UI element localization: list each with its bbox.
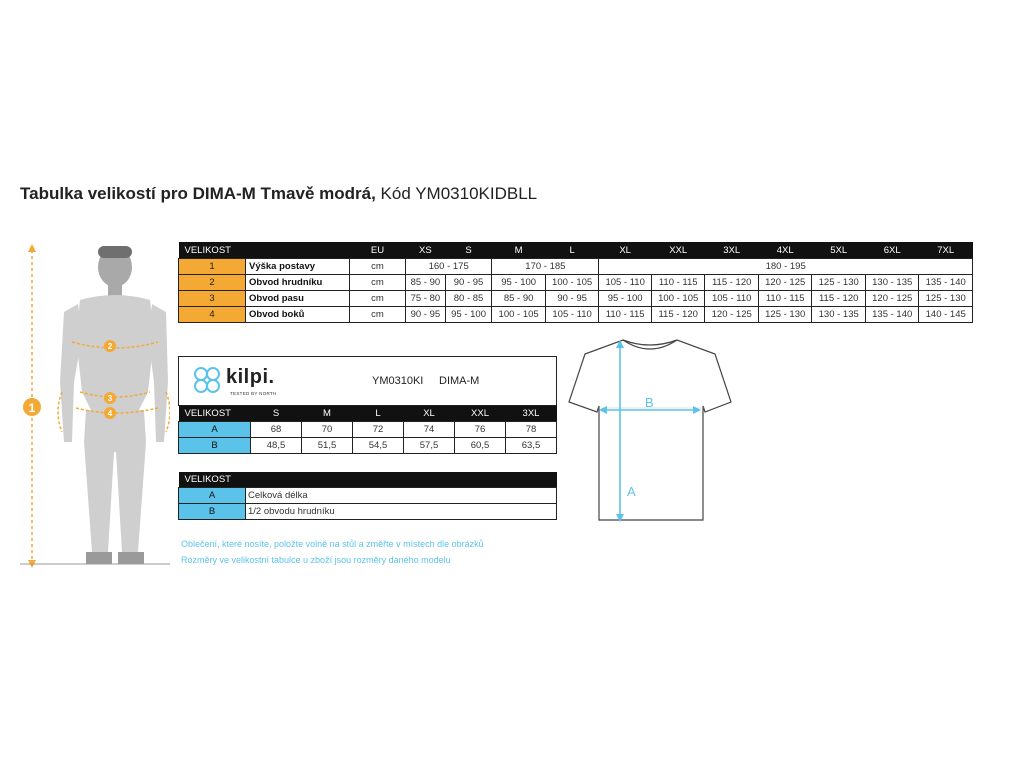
table-row (179, 504, 557, 520)
value-cell: 130 - 135 (812, 307, 866, 323)
header-cell: VELIKOST (179, 242, 350, 259)
value-cell: 105 - 110 (705, 291, 759, 307)
product-code: YM0310KI (372, 375, 424, 387)
row-label: Obvod pasu (246, 291, 350, 307)
value-cell: 110 - 115 (758, 291, 812, 307)
value-cell: 48,5 (251, 438, 302, 454)
header-cell: 3XL (506, 406, 557, 422)
row-description: Celková délka (246, 488, 557, 504)
marker-1 (23, 398, 41, 416)
body-measurement-figure (20, 242, 170, 572)
row-label: Obvod hrudníku (246, 275, 350, 291)
measuring-note: Oblečení, které nosíte, položte volně na stůl a změřte v místech dle obrázků (181, 539, 484, 549)
value-cell: 135 - 140 (865, 307, 919, 323)
value-cell: 120 - 125 (705, 307, 759, 323)
marker-4 (104, 407, 116, 419)
marker-3 (104, 392, 116, 404)
svg-text:2: 2 (107, 342, 113, 351)
model-size-table (178, 406, 557, 454)
value-cell: 110 - 115 (651, 275, 705, 291)
svg-text:3: 3 (107, 394, 113, 403)
header-cell: VELIKOST (179, 472, 557, 488)
value-cell: 160 - 175 (406, 259, 492, 275)
header-cell: S (251, 406, 302, 422)
table-row (179, 488, 557, 504)
svg-text:1: 1 (28, 401, 36, 415)
svg-text:4: 4 (107, 409, 113, 418)
row-letter: B (179, 438, 251, 454)
header-cell: VELIKOST (179, 406, 251, 422)
value-cell: 57,5 (404, 438, 455, 454)
header-cell: EU (350, 242, 406, 259)
value-cell: 90 - 95 (545, 291, 599, 307)
header-cell: 6XL (865, 242, 919, 259)
row-number: 3 (179, 291, 246, 307)
header-cell: M (492, 242, 546, 259)
value-cell: 68 (251, 422, 302, 438)
value-cell: 63,5 (506, 438, 557, 454)
header-cell: 7XL (919, 242, 973, 259)
unit-cell: cm (350, 291, 406, 307)
value-cell: 115 - 120 (812, 291, 866, 307)
value-cell: 74 (404, 422, 455, 438)
table-row (179, 307, 973, 323)
table-row (179, 259, 973, 275)
value-cell: 180 - 195 (599, 259, 973, 275)
brand-logo: kilpi. (226, 366, 275, 388)
header-cell: S (445, 242, 492, 259)
table-row (179, 291, 973, 307)
value-cell: 125 - 130 (758, 307, 812, 323)
value-cell: 80 - 85 (445, 291, 492, 307)
brand-tagline: TESTED BY NORTH (230, 391, 277, 396)
row-label: Výška postavy (246, 259, 350, 275)
value-cell: 90 - 95 (406, 307, 446, 323)
value-cell: 170 - 185 (492, 259, 599, 275)
header-cell: XS (406, 242, 446, 259)
table-row (179, 275, 973, 291)
model-note: Rozměry ve velikostní tabulce u zboží jsou rozměry daného modelu (181, 555, 451, 565)
header-cell: 3XL (705, 242, 759, 259)
model-table-header (179, 406, 557, 422)
unit-cell: cm (350, 259, 406, 275)
header-cell: 4XL (758, 242, 812, 259)
header-cell: XL (404, 406, 455, 422)
row-number: 1 (179, 259, 246, 275)
value-cell: 76 (455, 422, 506, 438)
row-letter: B (179, 504, 246, 520)
header-cell: XXL (651, 242, 705, 259)
value-cell: 75 - 80 (406, 291, 446, 307)
value-cell: 100 - 105 (545, 275, 599, 291)
measurement-legend-table (178, 472, 557, 520)
table-row (179, 422, 557, 438)
page-title: Tabulka velikostí pro DIMA-M Tmavě modrá, Kód YM0310KIDBLL (20, 184, 538, 203)
unit-cell: cm (350, 275, 406, 291)
value-cell: 105 - 110 (599, 275, 652, 291)
value-cell: 85 - 90 (492, 291, 546, 307)
value-cell: 85 - 90 (406, 275, 446, 291)
row-letter: A (179, 422, 251, 438)
size-table-header (179, 242, 973, 259)
header-cell: 5XL (812, 242, 866, 259)
value-cell: 100 - 105 (492, 307, 546, 323)
value-cell: 115 - 120 (651, 307, 705, 323)
unit-cell: cm (350, 307, 406, 323)
tshirt-diagram (565, 336, 735, 526)
marker-2 (104, 340, 116, 352)
shirt-label-a: A (627, 484, 636, 499)
value-cell: 125 - 130 (812, 275, 866, 291)
row-letter: A (179, 488, 246, 504)
legend-table-header (179, 472, 557, 488)
row-number: 4 (179, 307, 246, 323)
product-model: DIMA-M (439, 375, 480, 387)
value-cell: 70 (302, 422, 353, 438)
shirt-label-b: B (645, 395, 654, 410)
value-cell: 125 - 130 (919, 291, 973, 307)
row-number: 2 (179, 275, 246, 291)
value-cell: 95 - 100 (492, 275, 546, 291)
value-cell: 140 - 145 (919, 307, 973, 323)
table-row (179, 438, 557, 454)
value-cell: 130 - 135 (865, 275, 919, 291)
value-cell: 72 (353, 422, 404, 438)
header-cell: L (353, 406, 404, 422)
kilpi-knot-icon (190, 363, 224, 397)
value-cell: 115 - 120 (705, 275, 759, 291)
value-cell: 135 - 140 (919, 275, 973, 291)
value-cell: 100 - 105 (651, 291, 705, 307)
value-cell: 51,5 (302, 438, 353, 454)
value-cell: 95 - 100 (599, 291, 652, 307)
header-cell: XL (599, 242, 652, 259)
header-cell: L (545, 242, 599, 259)
row-description: 1/2 obvodu hrudníku (246, 504, 557, 520)
value-cell: 120 - 125 (865, 291, 919, 307)
value-cell: 120 - 125 (758, 275, 812, 291)
value-cell: 54,5 (353, 438, 404, 454)
value-cell: 60,5 (455, 438, 506, 454)
value-cell: 110 - 115 (599, 307, 652, 323)
value-cell: 90 - 95 (445, 275, 492, 291)
value-cell: 105 - 110 (545, 307, 599, 323)
row-label: Obvod boků (246, 307, 350, 323)
value-cell: 95 - 100 (445, 307, 492, 323)
header-cell: M (302, 406, 353, 422)
size-table (178, 242, 973, 323)
value-cell: 78 (506, 422, 557, 438)
header-cell: XXL (455, 406, 506, 422)
